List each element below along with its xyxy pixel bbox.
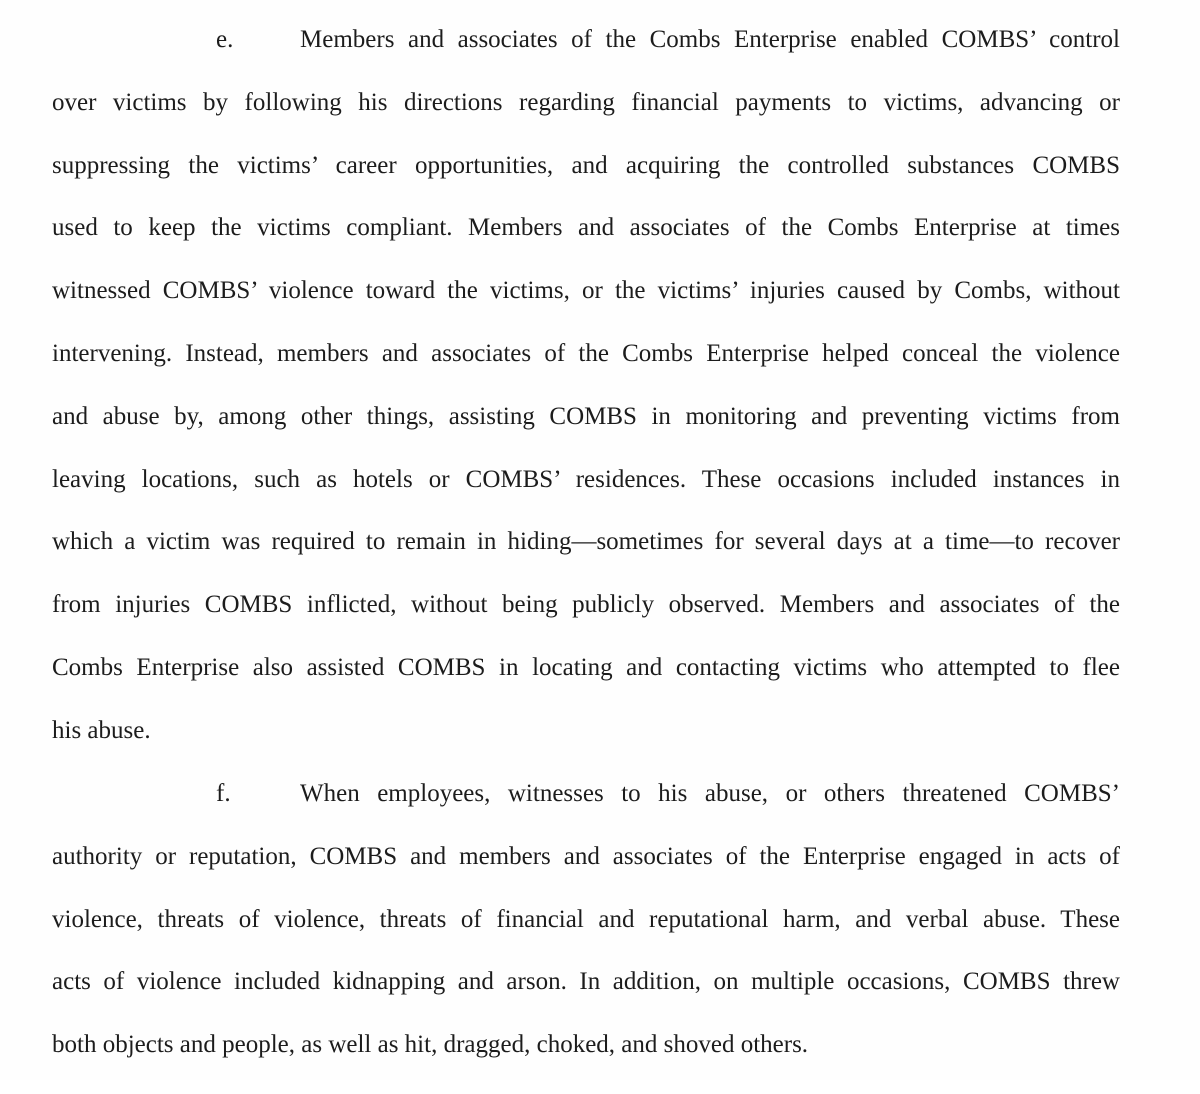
paragraph-marker: f. (216, 780, 231, 807)
text-line: over victims by following his directions regarding financial payments to victims, advancing or (52, 88, 1120, 116)
text-line: intervening. Instead, members and associates of the Combs Enterprise helped conceal the violence (52, 339, 1120, 367)
text-line: When employees, witnesses to his abuse, or others threatened COMBS’ (300, 780, 1120, 807)
paragraph-f (52, 780, 1120, 1094)
paragraph-marker: e. (216, 26, 234, 53)
text-line: authority or reputation, COMBS and members and associates of the Enterprise engaged in acts of (52, 842, 1120, 870)
text-line: and abuse by, among other things, assisting COMBS in monitoring and preventing victims from (52, 402, 1120, 430)
text-line: his abuse. (52, 716, 151, 744)
text-line: which a victim was required to remain in hiding—sometimes for several days at a time—to recover (52, 528, 1120, 556)
paragraph-f-first-line (52, 780, 1120, 843)
text-line: Members and associates of the Combs Enterprise enabled COMBS’ control (300, 26, 1120, 53)
text-line: from injuries COMBS inflicted, without being publicly observed. Members and associates of the (52, 591, 1120, 619)
text-line: witnessed COMBS’ violence toward the victims, or the victims’ injuries caused by Combs, without (52, 277, 1120, 305)
text-line: acts of violence included kidnapping and arson. In addition, on multiple occasions, COMBS threw (52, 968, 1120, 996)
paragraph-e (52, 26, 1120, 780)
paragraph-e-first-line (52, 26, 1120, 89)
text-line: used to keep the victims compliant. Members and associates of the Combs Enterprise at times (52, 214, 1120, 242)
text-line: Combs Enterprise also assisted COMBS in locating and contacting victims who attempted to flee (52, 653, 1120, 681)
text-line: leaving locations, such as hotels or COMBS’ residences. These occasions included instances in (52, 465, 1120, 493)
text-line: violence, threats of violence, threats of financial and reputational harm, and verbal abuse. These (52, 905, 1120, 933)
text-line: suppressing the victims’ career opportunities, and acquiring the controlled substances COMBS (52, 151, 1120, 179)
text-line: both objects and people, as well as hit, dragged, choked, and shoved others. (52, 1031, 809, 1059)
